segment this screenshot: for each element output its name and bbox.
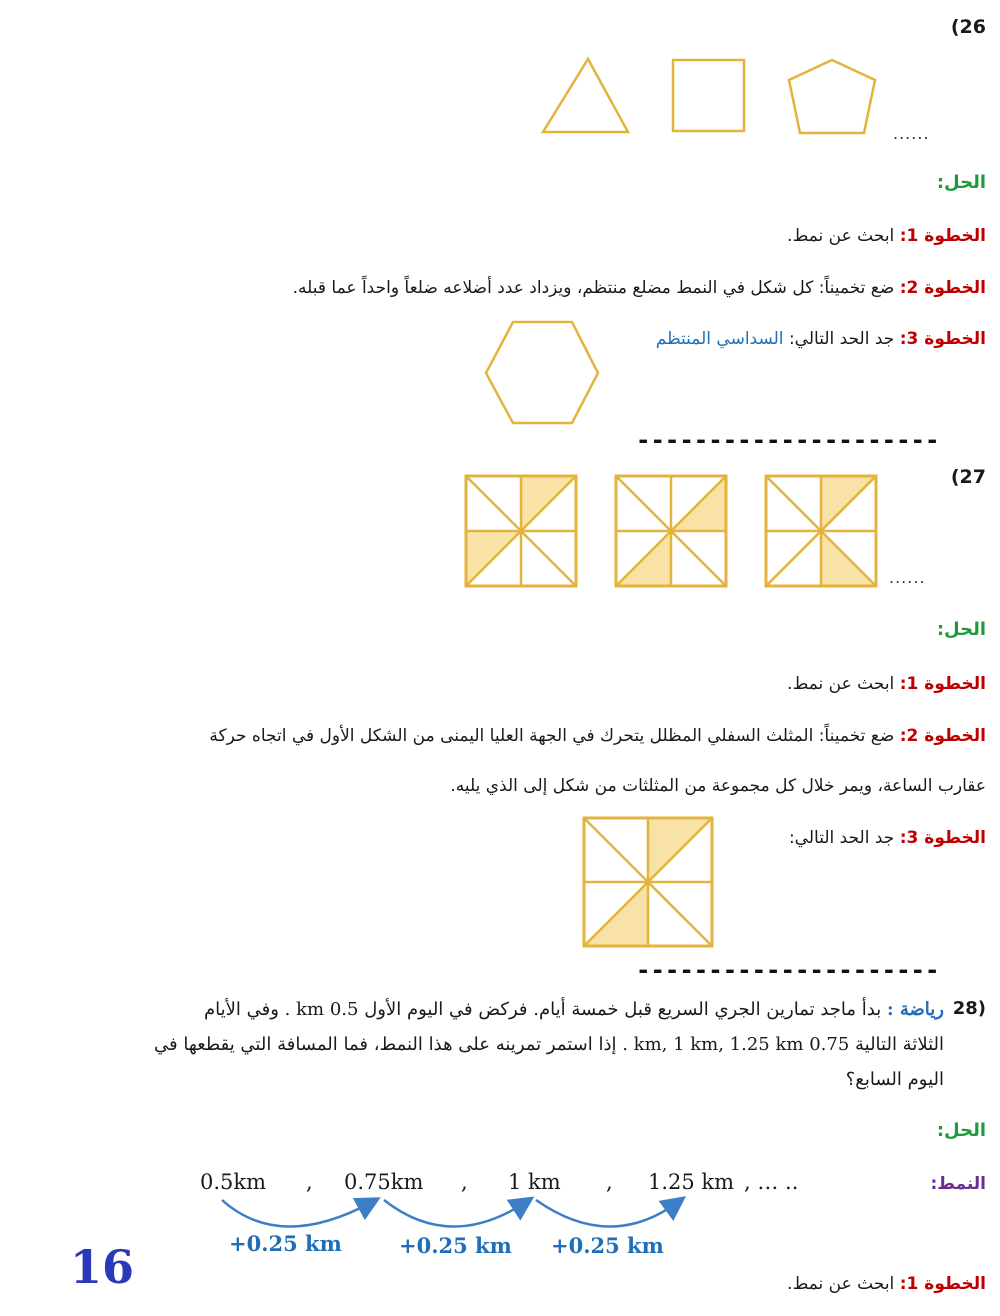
step-label: الخطوة 2: (899, 278, 986, 298)
step-label: الخطوة 3: (899, 828, 986, 848)
increment-label-1: +0.25 km (229, 1231, 342, 1256)
triangle-shape (543, 59, 628, 132)
q27-step3 (789, 828, 986, 848)
q27-figure-1 (766, 476, 876, 586)
q27-continuation-dots: ...... (889, 568, 926, 587)
step-label: الخطوة 1: (899, 1274, 986, 1294)
question-27-number: (27 (950, 466, 986, 488)
q26-step3 (656, 329, 986, 349)
step-text: جد الحد التالي: (788, 329, 895, 349)
sequence-term-1: 0.5km (200, 1170, 267, 1194)
square-shape (673, 60, 744, 131)
q28-line-1 (14, 992, 944, 1027)
increment-label-2: +0.25 km (399, 1233, 512, 1258)
q27-step1 (787, 674, 986, 694)
question-28-number: 28) (952, 998, 986, 1019)
q27-figure-3 (466, 476, 576, 586)
q27-step2 (209, 726, 986, 746)
q27-figure-2 (616, 476, 726, 586)
increment-arrows (200, 1194, 700, 1234)
section-divider-2: --------------------- (636, 956, 940, 984)
step-label: الخطوة 1: (899, 674, 986, 694)
question-26-number: (26 (950, 16, 986, 38)
step-label: الخطوة 1: (899, 226, 986, 246)
q28-line-3: اليوم السابع؟ (845, 1069, 944, 1090)
step-text: ضع تخميناً: المثلث السفلي المظلل يتحرك في الجهة العليا اليمنى من الشكل الأول في اتجاه حركة (209, 726, 895, 746)
q26-step1 (787, 226, 986, 246)
q28-pattern-label: النمط: (930, 1174, 986, 1194)
step-text: جد الحد التالي: (788, 828, 895, 848)
q28-question-text (14, 992, 944, 1097)
q26-step2 (293, 278, 986, 298)
q28-line-2: الثلاثة التالية 0.75 km, 1 km, 1.25 km . إذا استمر تمرينه على هذا النمط، فما المسافة التي يقطعها في (154, 1034, 944, 1055)
answer-text: السداسي المنتظم (655, 329, 784, 349)
sequence-term-2: 0.75km (344, 1170, 424, 1194)
q26-shape-sequence (540, 54, 940, 146)
sequence-continuation: , … .. (744, 1170, 799, 1194)
sequence-separator: , (461, 1170, 468, 1194)
increment-label-3: +0.25 km (551, 1233, 664, 1258)
section-divider: --------------------- (636, 426, 940, 454)
sequence-term-3: 1 km (508, 1170, 561, 1194)
step-label: الخطوة 3: (899, 329, 986, 349)
sequence-separator: , (606, 1170, 613, 1194)
q28-line-1-text: بدأ ماجد تمارين الجري السريع قبل خمسة أيام. فركض في اليوم الأول 0.5 km . وفي الأيام (204, 999, 882, 1020)
q27-square-sequence (462, 472, 878, 588)
q27-answer-figure (580, 814, 716, 950)
q28-solution-label: الحل: (936, 1120, 986, 1141)
step-text: ضع تخميناً: كل شكل في النمط مضلع منتظم، ويزداد عدد أضلاعه ضلعاً واحداً عما قبله. (292, 278, 895, 298)
q26-solution-label: الحل: (936, 172, 986, 193)
page-number: 16 (70, 1240, 135, 1294)
step-text: ابحث عن نمط. (787, 226, 895, 246)
hexagon-answer-shape (480, 320, 604, 428)
q26-continuation-dots: ...... (893, 124, 930, 143)
sequence-separator: , (306, 1170, 313, 1194)
q27-solution-label: الحل: (936, 619, 986, 640)
q28-topic: رياضة : (886, 999, 944, 1020)
q28-step1 (787, 1274, 986, 1294)
sequence-term-4: 1.25 km (648, 1170, 735, 1194)
step-text: ابحث عن نمط. (787, 1274, 895, 1294)
step-label: الخطوة 2: (899, 726, 986, 746)
q27-step2-continued: عقارب الساعة، ويمر خلال كل مجموعة من المثلثات من شكل إلى الذي يليه. (450, 776, 986, 796)
pentagon-shape (789, 60, 875, 133)
step-text: ابحث عن نمط. (787, 674, 895, 694)
